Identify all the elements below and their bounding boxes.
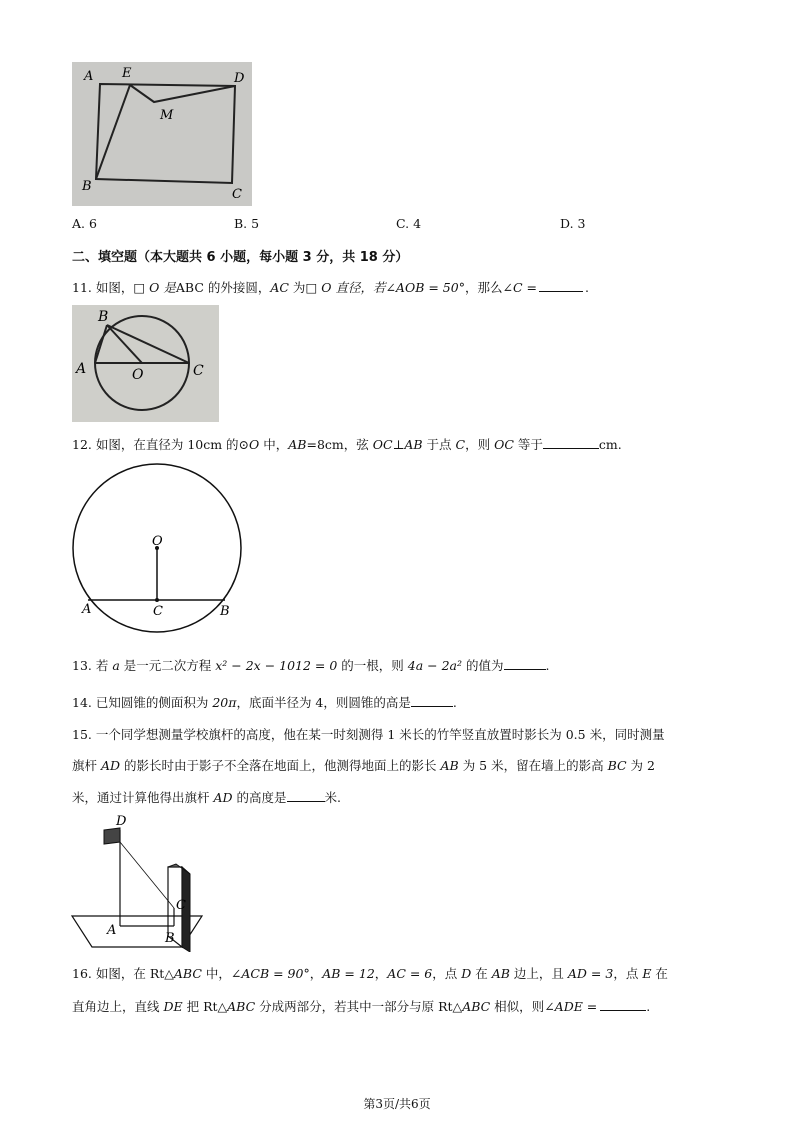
q16-end: . xyxy=(646,999,651,1014)
q12-answer-blank xyxy=(543,448,599,449)
q12-o: O xyxy=(249,437,260,452)
q15-text-2a: 旗杆 xyxy=(72,758,101,773)
q16-text-1e: 边上，且 xyxy=(509,966,568,981)
q16-answer-blank xyxy=(600,1010,646,1011)
q11-answer-blank xyxy=(539,291,583,292)
question-15-line-1: 15. 一个同学想测量学校旗杆的高度，他在某一时刻测得 1 米长的竹竿竖直放置时影长为 0.5 米，同时测量 xyxy=(72,727,665,742)
q12-oc: OC xyxy=(372,437,393,452)
question-14 xyxy=(72,693,457,711)
q15-ad2: AD xyxy=(213,790,233,805)
q13-text-3: 的一根，则 xyxy=(337,658,408,673)
q16-ac: AC = 6 xyxy=(387,966,433,981)
q16-rt3: Rt△ xyxy=(438,999,463,1014)
q14-end: . xyxy=(452,695,457,710)
q16-e: E xyxy=(642,966,652,981)
fig15-label-b: B xyxy=(165,931,175,946)
fig10-label-m: M xyxy=(160,108,174,123)
q16-rt2: Rt△ xyxy=(203,999,228,1014)
q11-missing-glyph-1: □ xyxy=(133,280,146,295)
fig11-label-o: O xyxy=(132,367,144,383)
q16-text-2d: 相似，则 xyxy=(490,999,545,1014)
q16-text-2a: 直角边上，直线 xyxy=(72,999,164,1014)
q16-abc2: ABC xyxy=(227,999,256,1014)
q15-text-3c: 米. xyxy=(324,790,342,805)
fig15-label-c: C xyxy=(176,898,186,913)
fig11-label-c: C xyxy=(193,363,204,379)
q15-text-2c: 为 5 米，留在墙上的影高 xyxy=(458,758,608,773)
q15-bc: BC xyxy=(607,758,627,773)
option-d: D. 3 xyxy=(560,216,586,231)
q15-text-3a: 米，通过计算他得出旗杆 xyxy=(72,790,214,805)
fig15-label-d: D xyxy=(116,814,127,829)
q12-oc2: OC xyxy=(494,437,514,452)
fig11-label-b: B xyxy=(98,309,109,325)
q16-rt: Rt△ xyxy=(149,966,174,981)
q16-text-1b: 中， xyxy=(201,966,231,981)
q16-ad: AD = 3 xyxy=(567,966,614,981)
q15-text-3b: 的高度是 xyxy=(232,790,287,805)
question-11 xyxy=(72,278,589,296)
fig12-label-c: C xyxy=(153,604,163,619)
q16-angle-ade: ∠ADE = xyxy=(544,999,598,1014)
fig12-label-a: A xyxy=(82,602,92,617)
q11-text-6: ，那么 xyxy=(464,280,503,295)
question-16-line-2 xyxy=(72,997,650,1015)
option-a: A. 6 xyxy=(72,216,97,231)
fig10-label-e: E xyxy=(122,66,132,81)
q16-text-1f: ，点 xyxy=(613,966,643,981)
fig10-label-d: D xyxy=(234,71,245,86)
figure-q10-drawing xyxy=(72,62,252,206)
fig11-label-a: A xyxy=(76,361,87,377)
question-16-line-1 xyxy=(72,964,668,982)
q12-end: cm. xyxy=(598,437,622,452)
q11-end: . xyxy=(584,280,589,295)
q12-perp: ⊥ xyxy=(392,437,405,452)
q11-text-4: 为 xyxy=(288,280,306,295)
figure-q12-drawing xyxy=(70,460,245,640)
q13-equation: x² − 2x − 1012 = 0 xyxy=(215,658,338,673)
q12-ab: AB xyxy=(288,437,307,452)
q15-ad: AD xyxy=(100,758,121,773)
q11-angle-c: ∠C = xyxy=(502,280,537,295)
figure-q11 xyxy=(72,305,219,422)
q16-sep-1: ， xyxy=(309,966,323,981)
q15-text-2b: 的影长时由于影子不全落在地面上，他测得地面上的影长 xyxy=(120,758,441,773)
q16-abc3: ABC xyxy=(462,999,491,1014)
q11-missing-glyph-2: □ xyxy=(305,280,318,295)
question-12 xyxy=(72,435,622,453)
fig12-label-b: B xyxy=(220,604,230,619)
fig10-label-c: C xyxy=(232,187,242,202)
fig10-label-a: A xyxy=(84,69,94,84)
question-15-line-2 xyxy=(72,756,655,774)
q14-area: 20π xyxy=(212,695,237,710)
q11-text-2: O 是 xyxy=(145,280,176,295)
q12-c: C xyxy=(455,437,466,452)
q12-text-2: 中， xyxy=(259,437,289,452)
option-b: B. 5 xyxy=(234,216,260,231)
q16-text-2b: 把 xyxy=(182,999,204,1014)
option-c: C. 4 xyxy=(396,216,422,231)
section-heading: 二、填空题（本大题共 6 小题，每小题 3 分，共 18 分） xyxy=(72,250,409,265)
q13-text-2: 是一元二次方程 xyxy=(119,658,216,673)
q16-text-1d: 在 xyxy=(471,966,492,981)
q16-sep-2: ， xyxy=(374,966,388,981)
q16-text-1a: 16. 如图，在 xyxy=(72,966,150,981)
figure-q15-drawing xyxy=(70,812,220,952)
q13-a: a xyxy=(112,658,120,673)
q13-end: . xyxy=(545,658,550,673)
q16-d: D xyxy=(461,966,472,981)
fig12-label-o: O xyxy=(152,534,163,549)
fig15-label-a: A xyxy=(107,923,117,938)
figure-q10 xyxy=(72,62,252,206)
q12-text-3: =8cm，弦 xyxy=(306,437,373,452)
q16-text-2c: 分成两部分，若其中一部分与原 xyxy=(255,999,439,1014)
q12-text-6: 等于 xyxy=(513,437,543,452)
q16-de: DE xyxy=(163,999,183,1014)
figure-q12 xyxy=(70,460,245,640)
q16-angle-acb: ∠ACB = 90° xyxy=(230,966,310,981)
q11-text-5: O 直径，若 xyxy=(317,280,386,295)
q16-ab: AB = 12 xyxy=(322,966,375,981)
q15-ab: AB xyxy=(440,758,459,773)
q14-text-2: ，底面半径为 4，则圆锥的高是 xyxy=(236,695,411,710)
q11-text-3: ABC 的外接圆， xyxy=(175,280,271,295)
q13-text-1: 13. 若 xyxy=(72,658,113,673)
q16-text-1g: 在 xyxy=(651,966,668,981)
fig10-label-b: B xyxy=(82,179,92,194)
q12-text-5: ，则 xyxy=(465,437,495,452)
page-footer: 第3页/共6页 xyxy=(363,1097,431,1111)
q12-text-4: 于点 xyxy=(422,437,456,452)
q13-answer-blank xyxy=(504,669,546,670)
q13-text-4: 的值为 xyxy=(462,658,504,673)
figure-q15 xyxy=(70,812,220,952)
q16-abc: ABC xyxy=(173,966,202,981)
question-15-line-3 xyxy=(72,788,341,806)
question-13 xyxy=(72,656,550,674)
q11-text-1: 11. 如图， xyxy=(72,280,134,295)
figure-q11-drawing xyxy=(72,305,219,422)
q16-ab2: AB xyxy=(491,966,510,981)
q15-text-2d: 为 2 xyxy=(626,758,655,773)
q13-expression: 4a − 2a² xyxy=(407,658,463,673)
q12-ab2: AB xyxy=(404,437,423,452)
q14-text-1: 14. 已知圆锥的侧面积为 xyxy=(72,695,213,710)
q15-answer-blank xyxy=(287,801,325,802)
q11-ac: AC xyxy=(270,280,289,295)
q16-text-1c: ，点 xyxy=(432,966,462,981)
q11-angle: ∠AOB = 50° xyxy=(385,280,465,295)
q14-answer-blank xyxy=(411,706,453,707)
q12-text-1: 12. 如图，在直径为 10cm 的⊙ xyxy=(72,437,250,452)
